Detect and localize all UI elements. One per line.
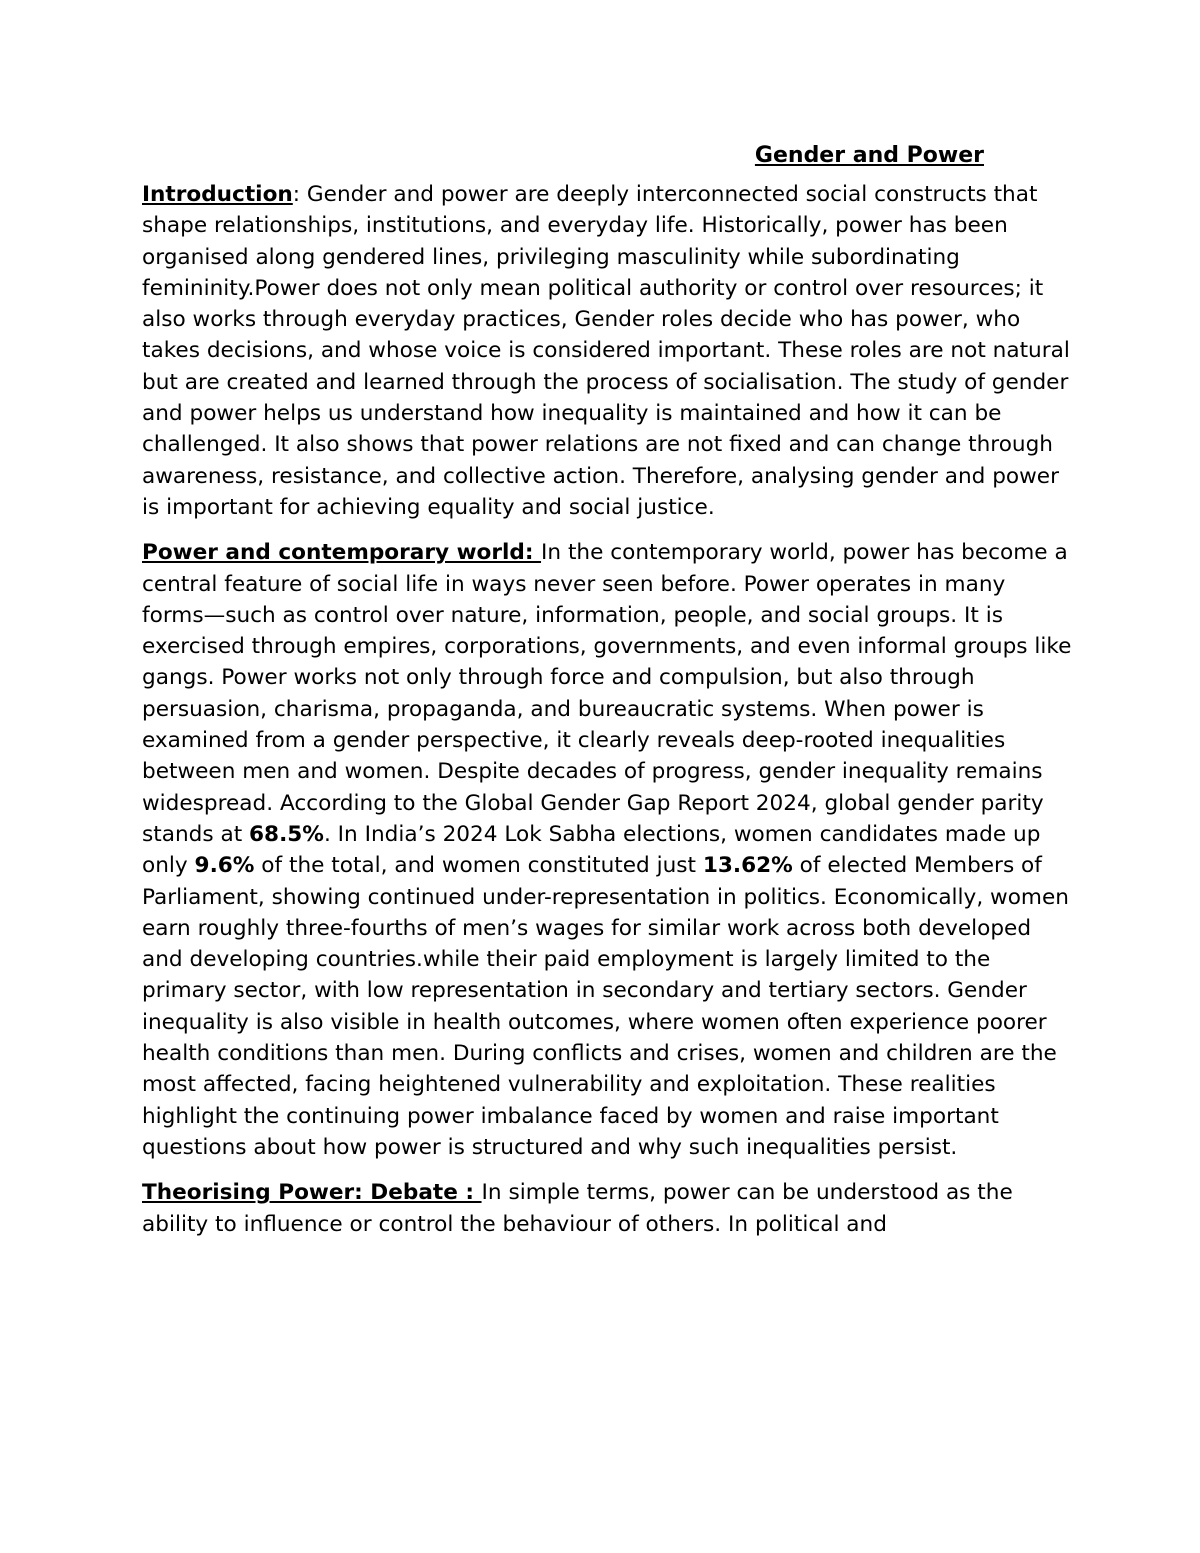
document-page [142,140,1072,1254]
introduction-separator: : [292,182,307,207]
contemporary-world-heading: Power and contemporary world: [142,540,542,566]
women-candidates-stat: 9.6% [194,853,255,879]
theorising-power-heading: Theorising Power: Debate : [142,1180,482,1206]
introduction-body: Gender and power are deeply interconnected social constructs that shape relationships, institutions, and everyday life. Historically, power has been organised along gendered lines, privileging masculinity while subordinating femininity.Power does not only mean political authority or control over resources; it also works through everyday practices, Gender roles decide who has power, who takes decisions, and whose voice is considered important. These roles are not natural but are created and learned through the process of socialisation. The study of gender and power helps us understand how inequality is maintained and how it can be challenged. It also shows that power relations are not fixed and can change through awareness, resistance, and collective action. Therefore, analysing gender and power is important for achieving equality and social justice. [142,182,1070,520]
introduction-paragraph [142,179,1072,523]
contemporary-world-body-2: . In India’s 2024 Lok Sabha elections, women candidates made up only [142,821,1041,879]
theorising-power-body: In simple terms, power can be understood as the ability to influence or control the behaviour of others. In political and [142,1180,1013,1237]
theorising-power-paragraph [142,1177,1072,1240]
contemporary-world-body-3: of the total, and women constituted just [254,853,703,879]
document-title: Gender and Power [754,143,984,168]
contemporary-world-paragraph [142,537,1072,1163]
introduction-heading: Introduction [142,182,293,207]
women-mps-stat: 13.62% [702,853,793,879]
gender-parity-stat: 68.5% [249,821,324,847]
contemporary-world-body-4: of elected Members of Parliament, showing continued under-representation in politics. Economically, women earn roughly three-fourths of men’s wages for similar work across both developed and developing countries.while their paid employment is largely limited to the primary sector, with low representation in secondary and tertiary sectors. Gender inequality is also visible in health outcomes, where women often experience poorer health conditions than men. During conflicts and crises, women and children are the most affected, facing heightened vulnerability and exploitation. These realities highlight the continuing power imbalance faced by women and raise important questions about how power is structured and why such inequalities persist. [142,853,1069,1160]
contemporary-world-body-1: In the contemporary world, power has become a central feature of social life in ways never seen before. Power operates in many forms—such as control over nature, information, people, and social groups. It is exercised through empires, corporations, governments, and even informal groups like gangs. Power works not only through force and compulsion, but also through persuasion, charisma, propaganda, and bureaucratic systems. When power is examined from a gender perspective, it clearly reveals deep-rooted inequalities between men and women. Despite decades of progress, gender inequality remains widespread. According to the Global Gender Gap Report 2024, global gender parity stands at [142,540,1072,847]
